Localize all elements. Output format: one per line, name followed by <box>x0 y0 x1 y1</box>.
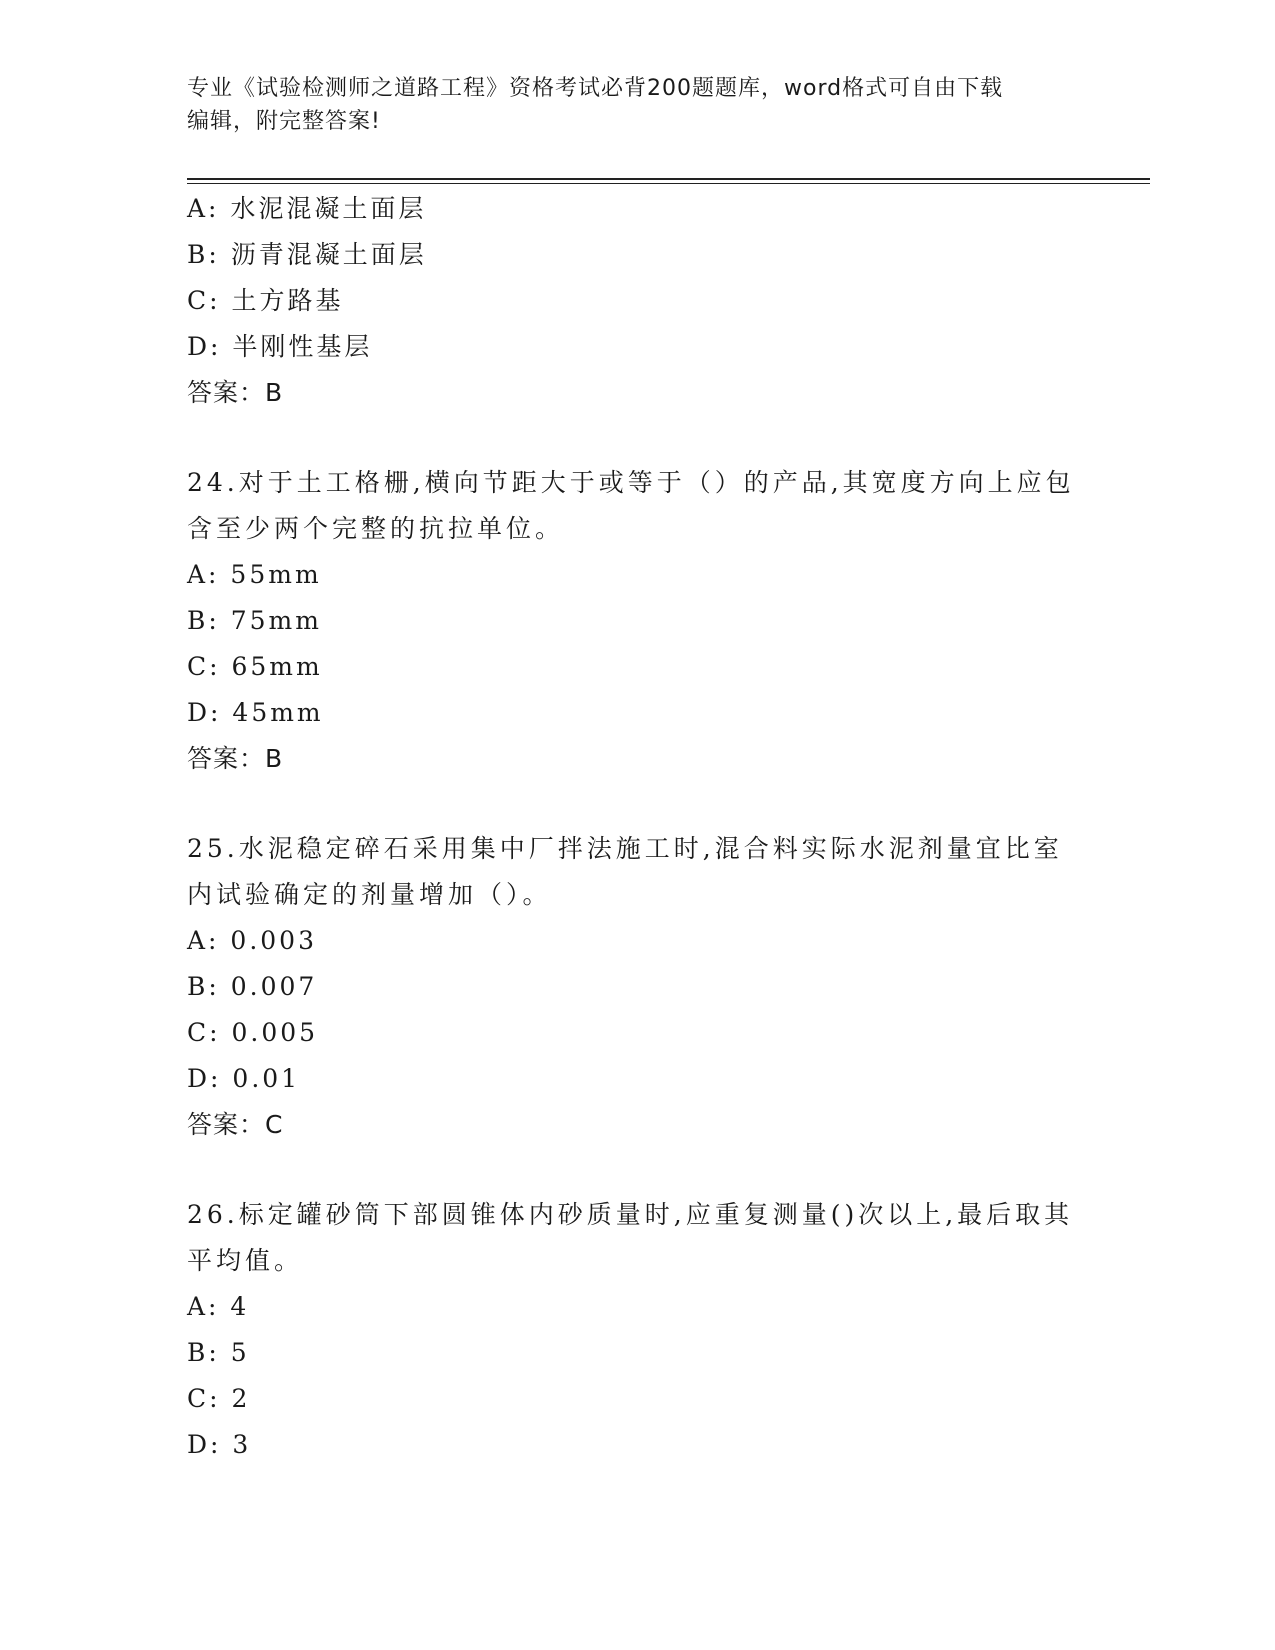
option-a: A: 4 <box>187 1292 250 1321</box>
option-c: C: 土方路基 <box>187 286 344 315</box>
question-text-line-1: 26.标定罐砂筒下部圆锥体内砂质量时,应重复测量()次以上,最后取其 <box>187 1200 1074 1229</box>
header-divider-thin <box>187 183 1150 184</box>
header-line-1: 专业《试验检测师之道路工程》资格考试必背200题题库，word格式可自由下载 <box>187 76 1004 101</box>
option-a: A: 55mm <box>187 560 322 589</box>
question-text-line-2: 平均值。 <box>187 1246 304 1275</box>
document-header <box>187 72 1067 138</box>
question-text-line-1: 24.对于土工格栅,横向节距大于或等于（）的产品,其宽度方向上应包 <box>187 468 1075 497</box>
question-list <box>187 186 1075 1468</box>
option-b: B: 沥青混凝土面层 <box>187 240 427 269</box>
question-text-line-2: 含至少两个完整的抗拉单位。 <box>187 514 565 543</box>
option-b: B: 75mm <box>187 606 322 635</box>
header-divider-thick <box>187 178 1150 180</box>
question-24 <box>187 460 1075 782</box>
answer: 答案：B <box>187 744 284 773</box>
question-25 <box>187 826 1067 1148</box>
option-c: C: 0.005 <box>187 1018 319 1047</box>
option-b: B: 5 <box>187 1338 250 1367</box>
option-d: D: 0.01 <box>187 1064 301 1093</box>
option-c: C: 2 <box>187 1384 251 1413</box>
question-text-line-1: 25.水泥稳定碎石采用集中厂拌法施工时,混合料实际水泥剂量宜比室 <box>187 834 1063 863</box>
option-c: C: 65mm <box>187 652 323 681</box>
question-23 <box>187 186 1067 416</box>
header-line-2: 编辑，附完整答案! <box>187 109 381 134</box>
answer: 答案：C <box>187 1110 284 1139</box>
option-d: D: 45mm <box>187 698 324 727</box>
question-text-line-2: 内试验确定的剂量增加（）。 <box>187 880 552 909</box>
option-d: D: 半刚性基层 <box>187 332 373 361</box>
answer: 答案：B <box>187 378 284 407</box>
option-a: A: 水泥混凝土面层 <box>187 194 427 223</box>
question-26 <box>187 1192 1074 1468</box>
option-d: D: 3 <box>187 1430 252 1459</box>
option-b: B: 0.007 <box>187 972 318 1001</box>
option-a: A: 0.003 <box>187 926 317 955</box>
